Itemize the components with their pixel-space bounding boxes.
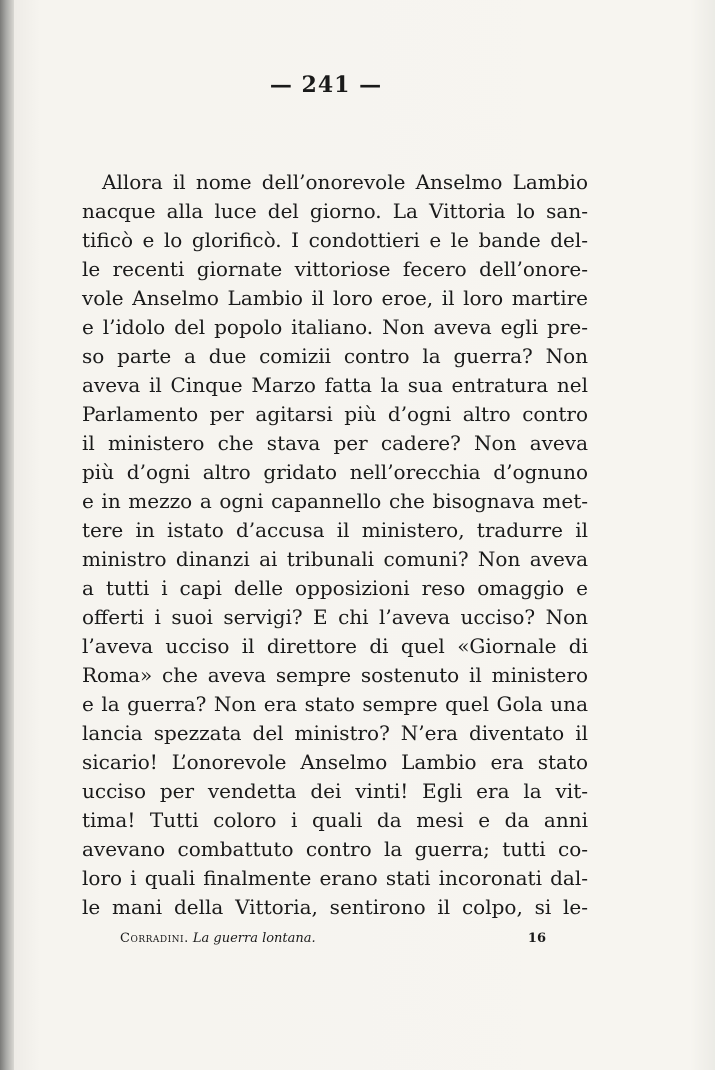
text-line: ucciso per vendetta dei vinti! Egli era la vit-	[82, 779, 588, 803]
text-line: so parte a due comizii contro la guerra? Non	[82, 344, 588, 368]
text-line: più d’ogni altro gridato nell’orecchia d’ognuno	[82, 460, 588, 484]
text-line: Parlamento per agitarsi più d’ogni altro contro	[82, 402, 588, 426]
body-text	[82, 168, 588, 922]
text-line: vole Anselmo Lambio il loro eroe, il loro martire	[82, 286, 588, 310]
text-line: Allora il nome dell’onorevole Anselmo Lambio	[102, 170, 588, 194]
text-line: avevano combattuto contro la guerra; tutti co-	[82, 837, 588, 861]
text-line: le mani della Vittoria, sentirono il colpo, si le-	[82, 895, 588, 919]
text-line: tere in istato d’accusa il ministero, tradurre il	[82, 518, 588, 542]
text-line: le recenti giornate vittoriose fecero dell’onore-	[82, 257, 588, 281]
footer-book-title: La guerra lontana.	[192, 931, 316, 946]
text-line: e in mezzo a ogni capannello che bisognava met-	[82, 489, 588, 513]
text-line: a tutti i capi delle opposizioni reso omaggio e	[82, 576, 588, 600]
text-line: offerti i suoi servigi? E chi l’aveva ucciso? Non	[82, 605, 588, 629]
page-footer	[120, 930, 546, 948]
footer-author: Corradini.	[120, 931, 189, 946]
text-line: lancia spezzata del ministro? N’era diventato il	[82, 721, 588, 745]
text-line: il ministero che stava per cadere? Non aveva	[82, 431, 588, 455]
text-line: sicario! L’onorevole Anselmo Lambio era stato	[82, 750, 588, 774]
text-line: e la guerra? Non era stato sempre quel Gola una	[82, 692, 588, 716]
footer-signature-number: 16	[527, 931, 546, 946]
text-line: l’aveva ucciso il direttore di quel «Giornale di	[82, 634, 588, 658]
text-line: Roma» che aveva sempre sostenuto il ministero	[82, 663, 588, 687]
text-line: tima! Tutti coloro i quali da mesi e da anni	[82, 808, 588, 832]
page-number: — 241 —	[269, 72, 383, 98]
text-line: e l’idolo del popolo italiano. Non aveva egli pre-	[82, 315, 588, 339]
text-line: loro i quali finalmente erano stati incoronati dal-	[82, 866, 588, 890]
text-line: aveva il Cinque Marzo fatta la sua entratura nel	[82, 373, 588, 397]
text-line: tificò e lo glorificò. I condottieri e le bande del-	[82, 228, 588, 252]
text-line: ministro dinanzi ai tribunali comuni? Non aveva	[82, 547, 588, 571]
text-line: nacque alla luce del giorno. La Vittoria lo san-	[82, 199, 588, 223]
page-spine-shadow	[0, 0, 14, 1070]
